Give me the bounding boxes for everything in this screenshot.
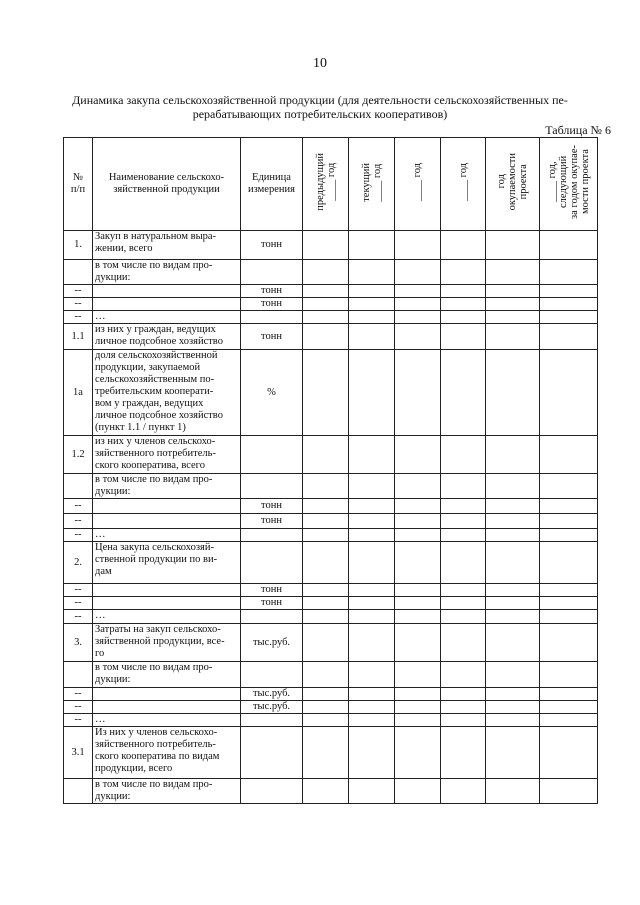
row-number-cell: -- [64, 714, 93, 727]
table-row [64, 499, 598, 514]
row-number-cell: -- [64, 610, 93, 624]
value-cell [540, 779, 598, 804]
header-year-3 [395, 138, 441, 231]
value-cell [486, 474, 540, 499]
table-row [64, 610, 598, 624]
unit-cell [241, 260, 303, 285]
value-cell [349, 260, 395, 285]
value-cell [486, 610, 540, 624]
value-cell [395, 624, 441, 662]
value-cell [486, 260, 540, 285]
value-cell [540, 688, 598, 701]
value-cell [395, 298, 441, 311]
product-name-cell: доля сельскохозяйственной продукции, закупаемой сельскохозяйственным по- требительским кооперати- вом у граждан, ведущих личное подсобное хозяйство (пункт 1.1 / пункт 1) [93, 350, 241, 436]
product-name-cell [93, 499, 241, 514]
table-row [64, 231, 598, 260]
value-cell [486, 499, 540, 514]
value-cell [349, 514, 395, 529]
value-cell [349, 727, 395, 779]
table-body [64, 231, 598, 804]
value-cell [486, 529, 540, 542]
page-number: 10 [313, 56, 327, 71]
value-cell [540, 324, 598, 350]
value-cell [349, 688, 395, 701]
value-cell [303, 474, 349, 499]
row-number-cell: -- [64, 311, 93, 324]
table-row [64, 474, 598, 499]
value-cell [349, 499, 395, 514]
value-cell [349, 298, 395, 311]
value-cell [395, 311, 441, 324]
value-cell [395, 285, 441, 298]
header-num-text: № п/п [70, 172, 86, 195]
value-cell [395, 514, 441, 529]
table-row [64, 701, 598, 714]
value-cell [486, 285, 540, 298]
table-row [64, 714, 598, 727]
value-cell [303, 701, 349, 714]
table-row [64, 285, 598, 298]
value-cell [486, 624, 540, 662]
unit-cell: тонн [241, 514, 303, 529]
unit-cell: тонн [241, 298, 303, 311]
unit-cell [241, 727, 303, 779]
table-label: Таблица № 6 [545, 123, 611, 137]
product-name-cell: Затраты на закуп сельскохо- зяйственной продукции, все- го [93, 624, 241, 662]
unit-cell: тонн [241, 499, 303, 514]
unit-cell [241, 474, 303, 499]
row-number-cell [64, 662, 93, 688]
unit-cell [241, 662, 303, 688]
value-cell [349, 474, 395, 499]
header-unit [241, 138, 303, 231]
value-cell [303, 324, 349, 350]
value-cell [540, 474, 598, 499]
unit-cell: тонн [241, 597, 303, 610]
purchase-dynamics-table [63, 137, 598, 804]
table-row [64, 514, 598, 529]
value-cell [441, 324, 486, 350]
value-cell [441, 779, 486, 804]
value-cell [395, 542, 441, 584]
value-cell [540, 311, 598, 324]
table-row [64, 779, 598, 804]
value-cell [303, 350, 349, 436]
value-cell [395, 701, 441, 714]
value-cell [486, 727, 540, 779]
value-cell [349, 610, 395, 624]
row-number-cell: 3.1 [64, 727, 93, 779]
product-name-cell: … [93, 714, 241, 727]
value-cell [395, 584, 441, 597]
row-number-cell: 1. [64, 231, 93, 260]
value-cell [540, 350, 598, 436]
value-cell [349, 662, 395, 688]
row-number-cell: -- [64, 298, 93, 311]
value-cell [441, 474, 486, 499]
value-cell [349, 350, 395, 436]
value-cell [395, 662, 441, 688]
row-number-cell: -- [64, 285, 93, 298]
value-cell [303, 662, 349, 688]
header-name [93, 138, 241, 231]
value-cell [395, 231, 441, 260]
value-cell [540, 584, 598, 597]
value-cell [349, 311, 395, 324]
value-cell [303, 610, 349, 624]
value-cell [441, 701, 486, 714]
row-number-cell [64, 474, 93, 499]
value-cell [395, 779, 441, 804]
header-payback-year [486, 138, 540, 231]
value-cell [441, 542, 486, 584]
product-name-cell [93, 584, 241, 597]
product-name-cell: в том числе по видам про- дукции: [93, 260, 241, 285]
value-cell [303, 311, 349, 324]
table-row [64, 662, 598, 688]
value-cell [303, 514, 349, 529]
value-cell [395, 727, 441, 779]
value-cell [395, 610, 441, 624]
value-cell [303, 688, 349, 701]
unit-cell [241, 436, 303, 474]
value-cell [349, 324, 395, 350]
row-number-cell: -- [64, 688, 93, 701]
value-cell [395, 499, 441, 514]
row-number-cell: 1.2 [64, 436, 93, 474]
header-row [64, 138, 598, 231]
value-cell [486, 350, 540, 436]
table-row [64, 529, 598, 542]
row-number-cell: 3. [64, 624, 93, 662]
value-cell [441, 311, 486, 324]
table-row [64, 260, 598, 285]
value-cell [441, 514, 486, 529]
header-payback-year-text: год окупаемости проекта [496, 153, 529, 211]
table-row [64, 542, 598, 584]
value-cell [349, 584, 395, 597]
value-cell [303, 714, 349, 727]
value-cell [540, 529, 598, 542]
value-cell [441, 662, 486, 688]
unit-cell: тыс.руб. [241, 624, 303, 662]
unit-cell: тонн [241, 584, 303, 597]
value-cell [441, 350, 486, 436]
value-cell [441, 260, 486, 285]
value-cell [395, 324, 441, 350]
value-cell [486, 714, 540, 727]
unit-cell [241, 529, 303, 542]
table-row [64, 350, 598, 436]
unit-cell [241, 311, 303, 324]
value-cell [303, 499, 349, 514]
table-row [64, 688, 598, 701]
product-name-cell: из них у членов сельскохо- зяйственного потребитель- ского кооператива, всего [93, 436, 241, 474]
unit-cell [241, 779, 303, 804]
row-number-cell: -- [64, 597, 93, 610]
product-name-cell [93, 298, 241, 311]
header-name-text: Наименование сельскохо- зяйственной продукции [108, 172, 225, 195]
value-cell [441, 597, 486, 610]
product-name-cell [93, 597, 241, 610]
row-number-cell: -- [64, 584, 93, 597]
row-number-cell [64, 260, 93, 285]
value-cell [303, 298, 349, 311]
value-cell [486, 688, 540, 701]
value-cell [441, 529, 486, 542]
value-cell [349, 529, 395, 542]
value-cell [303, 436, 349, 474]
unit-cell: % [241, 350, 303, 436]
value-cell [349, 542, 395, 584]
unit-cell: тонн [241, 324, 303, 350]
value-cell [303, 597, 349, 610]
value-cell [486, 779, 540, 804]
value-cell [540, 436, 598, 474]
value-cell [303, 727, 349, 779]
value-cell [486, 662, 540, 688]
value-cell [540, 298, 598, 311]
title-line-2: рерабатывающих потребительских кооперативов) [192, 107, 448, 121]
value-cell [349, 231, 395, 260]
value-cell [395, 260, 441, 285]
header-year-previous [303, 138, 349, 231]
table-row [64, 324, 598, 350]
value-cell [441, 436, 486, 474]
value-cell [486, 701, 540, 714]
header-year-4-text: ____ год [457, 163, 469, 201]
value-cell [303, 285, 349, 298]
header-year-current-text: текущий ____ год [360, 162, 383, 202]
value-cell [441, 499, 486, 514]
value-cell [486, 311, 540, 324]
value-cell [303, 529, 349, 542]
product-name-cell [93, 514, 241, 529]
value-cell [303, 779, 349, 804]
value-cell [441, 624, 486, 662]
header-unit-text: Единица измерения [248, 172, 295, 195]
value-cell [441, 688, 486, 701]
value-cell [395, 688, 441, 701]
product-name-cell: в том числе по видам про- дукции: [93, 662, 241, 688]
header-year-after-payback-text: ____ год, следующий за годом окупае- мости проекта [546, 145, 591, 219]
table-row [64, 727, 598, 779]
row-number-cell: 1.1 [64, 324, 93, 350]
value-cell [540, 662, 598, 688]
value-cell [486, 298, 540, 311]
product-name-cell: … [93, 610, 241, 624]
product-name-cell [93, 701, 241, 714]
value-cell [540, 285, 598, 298]
value-cell [540, 714, 598, 727]
value-cell [395, 529, 441, 542]
value-cell [540, 610, 598, 624]
value-cell [349, 701, 395, 714]
product-name-cell: из них у граждан, ведущих личное подсобное хозяйство [93, 324, 241, 350]
product-name-cell: … [93, 311, 241, 324]
row-number-cell [64, 779, 93, 804]
unit-cell: тыс.руб. [241, 688, 303, 701]
row-number-cell: -- [64, 514, 93, 529]
value-cell [303, 584, 349, 597]
value-cell [540, 231, 598, 260]
product-name-cell: Из них у членов сельскохо- зяйственного потребитель- ского кооператива по видам продукции, всего [93, 727, 241, 779]
product-name-cell [93, 688, 241, 701]
value-cell [395, 436, 441, 474]
value-cell [441, 584, 486, 597]
document-title [40, 93, 600, 121]
product-name-cell: … [93, 529, 241, 542]
product-name-cell: в том числе по видам про- дукции: [93, 474, 241, 499]
table-row [64, 597, 598, 610]
value-cell [441, 298, 486, 311]
value-cell [540, 727, 598, 779]
table-row [64, 624, 598, 662]
product-name-cell: в том числе по видам про- дукции: [93, 779, 241, 804]
product-name-cell [93, 285, 241, 298]
row-number-cell: 2. [64, 542, 93, 584]
value-cell [395, 350, 441, 436]
value-cell [540, 701, 598, 714]
value-cell [486, 597, 540, 610]
unit-cell [241, 610, 303, 624]
header-year-previous-text: предыдущий ____ год [314, 153, 337, 211]
value-cell [540, 499, 598, 514]
value-cell [540, 542, 598, 584]
value-cell [349, 285, 395, 298]
value-cell [486, 542, 540, 584]
header-year-3-text: ____ год [412, 163, 423, 201]
value-cell [303, 260, 349, 285]
row-number-cell: -- [64, 499, 93, 514]
value-cell [441, 727, 486, 779]
value-cell [486, 514, 540, 529]
value-cell [540, 260, 598, 285]
unit-cell [241, 714, 303, 727]
table-row [64, 311, 598, 324]
value-cell [395, 714, 441, 727]
value-cell [349, 714, 395, 727]
title-line-1: Динамика закупа сельскохозяйственной продукции (для деятельности сельскохозяйственных пе- [72, 93, 568, 107]
table-row [64, 584, 598, 597]
value-cell [486, 231, 540, 260]
value-cell [349, 436, 395, 474]
unit-cell [241, 542, 303, 584]
row-number-cell: 1а [64, 350, 93, 436]
value-cell [441, 285, 486, 298]
value-cell [441, 714, 486, 727]
table-row [64, 298, 598, 311]
unit-cell: тонн [241, 285, 303, 298]
value-cell [540, 597, 598, 610]
value-cell [441, 610, 486, 624]
product-name-cell: Цена закупа сельскохозяй- ственной продукции по ви- дам [93, 542, 241, 584]
value-cell [349, 779, 395, 804]
table-row [64, 436, 598, 474]
value-cell [303, 542, 349, 584]
value-cell [540, 624, 598, 662]
value-cell [349, 624, 395, 662]
value-cell [303, 231, 349, 260]
value-cell [486, 584, 540, 597]
value-cell [395, 474, 441, 499]
value-cell [441, 231, 486, 260]
unit-cell: тонн [241, 231, 303, 260]
product-name-cell: Закуп в натуральном выра- жении, всего [93, 231, 241, 260]
row-number-cell: -- [64, 529, 93, 542]
value-cell [486, 324, 540, 350]
header-year-after-payback [540, 138, 598, 231]
header-year-4 [441, 138, 486, 231]
value-cell [395, 597, 441, 610]
value-cell [303, 624, 349, 662]
header-num [64, 138, 93, 231]
unit-cell: тыс.руб. [241, 701, 303, 714]
header-year-current [349, 138, 395, 231]
value-cell [486, 436, 540, 474]
value-cell [349, 597, 395, 610]
value-cell [540, 514, 598, 529]
row-number-cell: -- [64, 701, 93, 714]
